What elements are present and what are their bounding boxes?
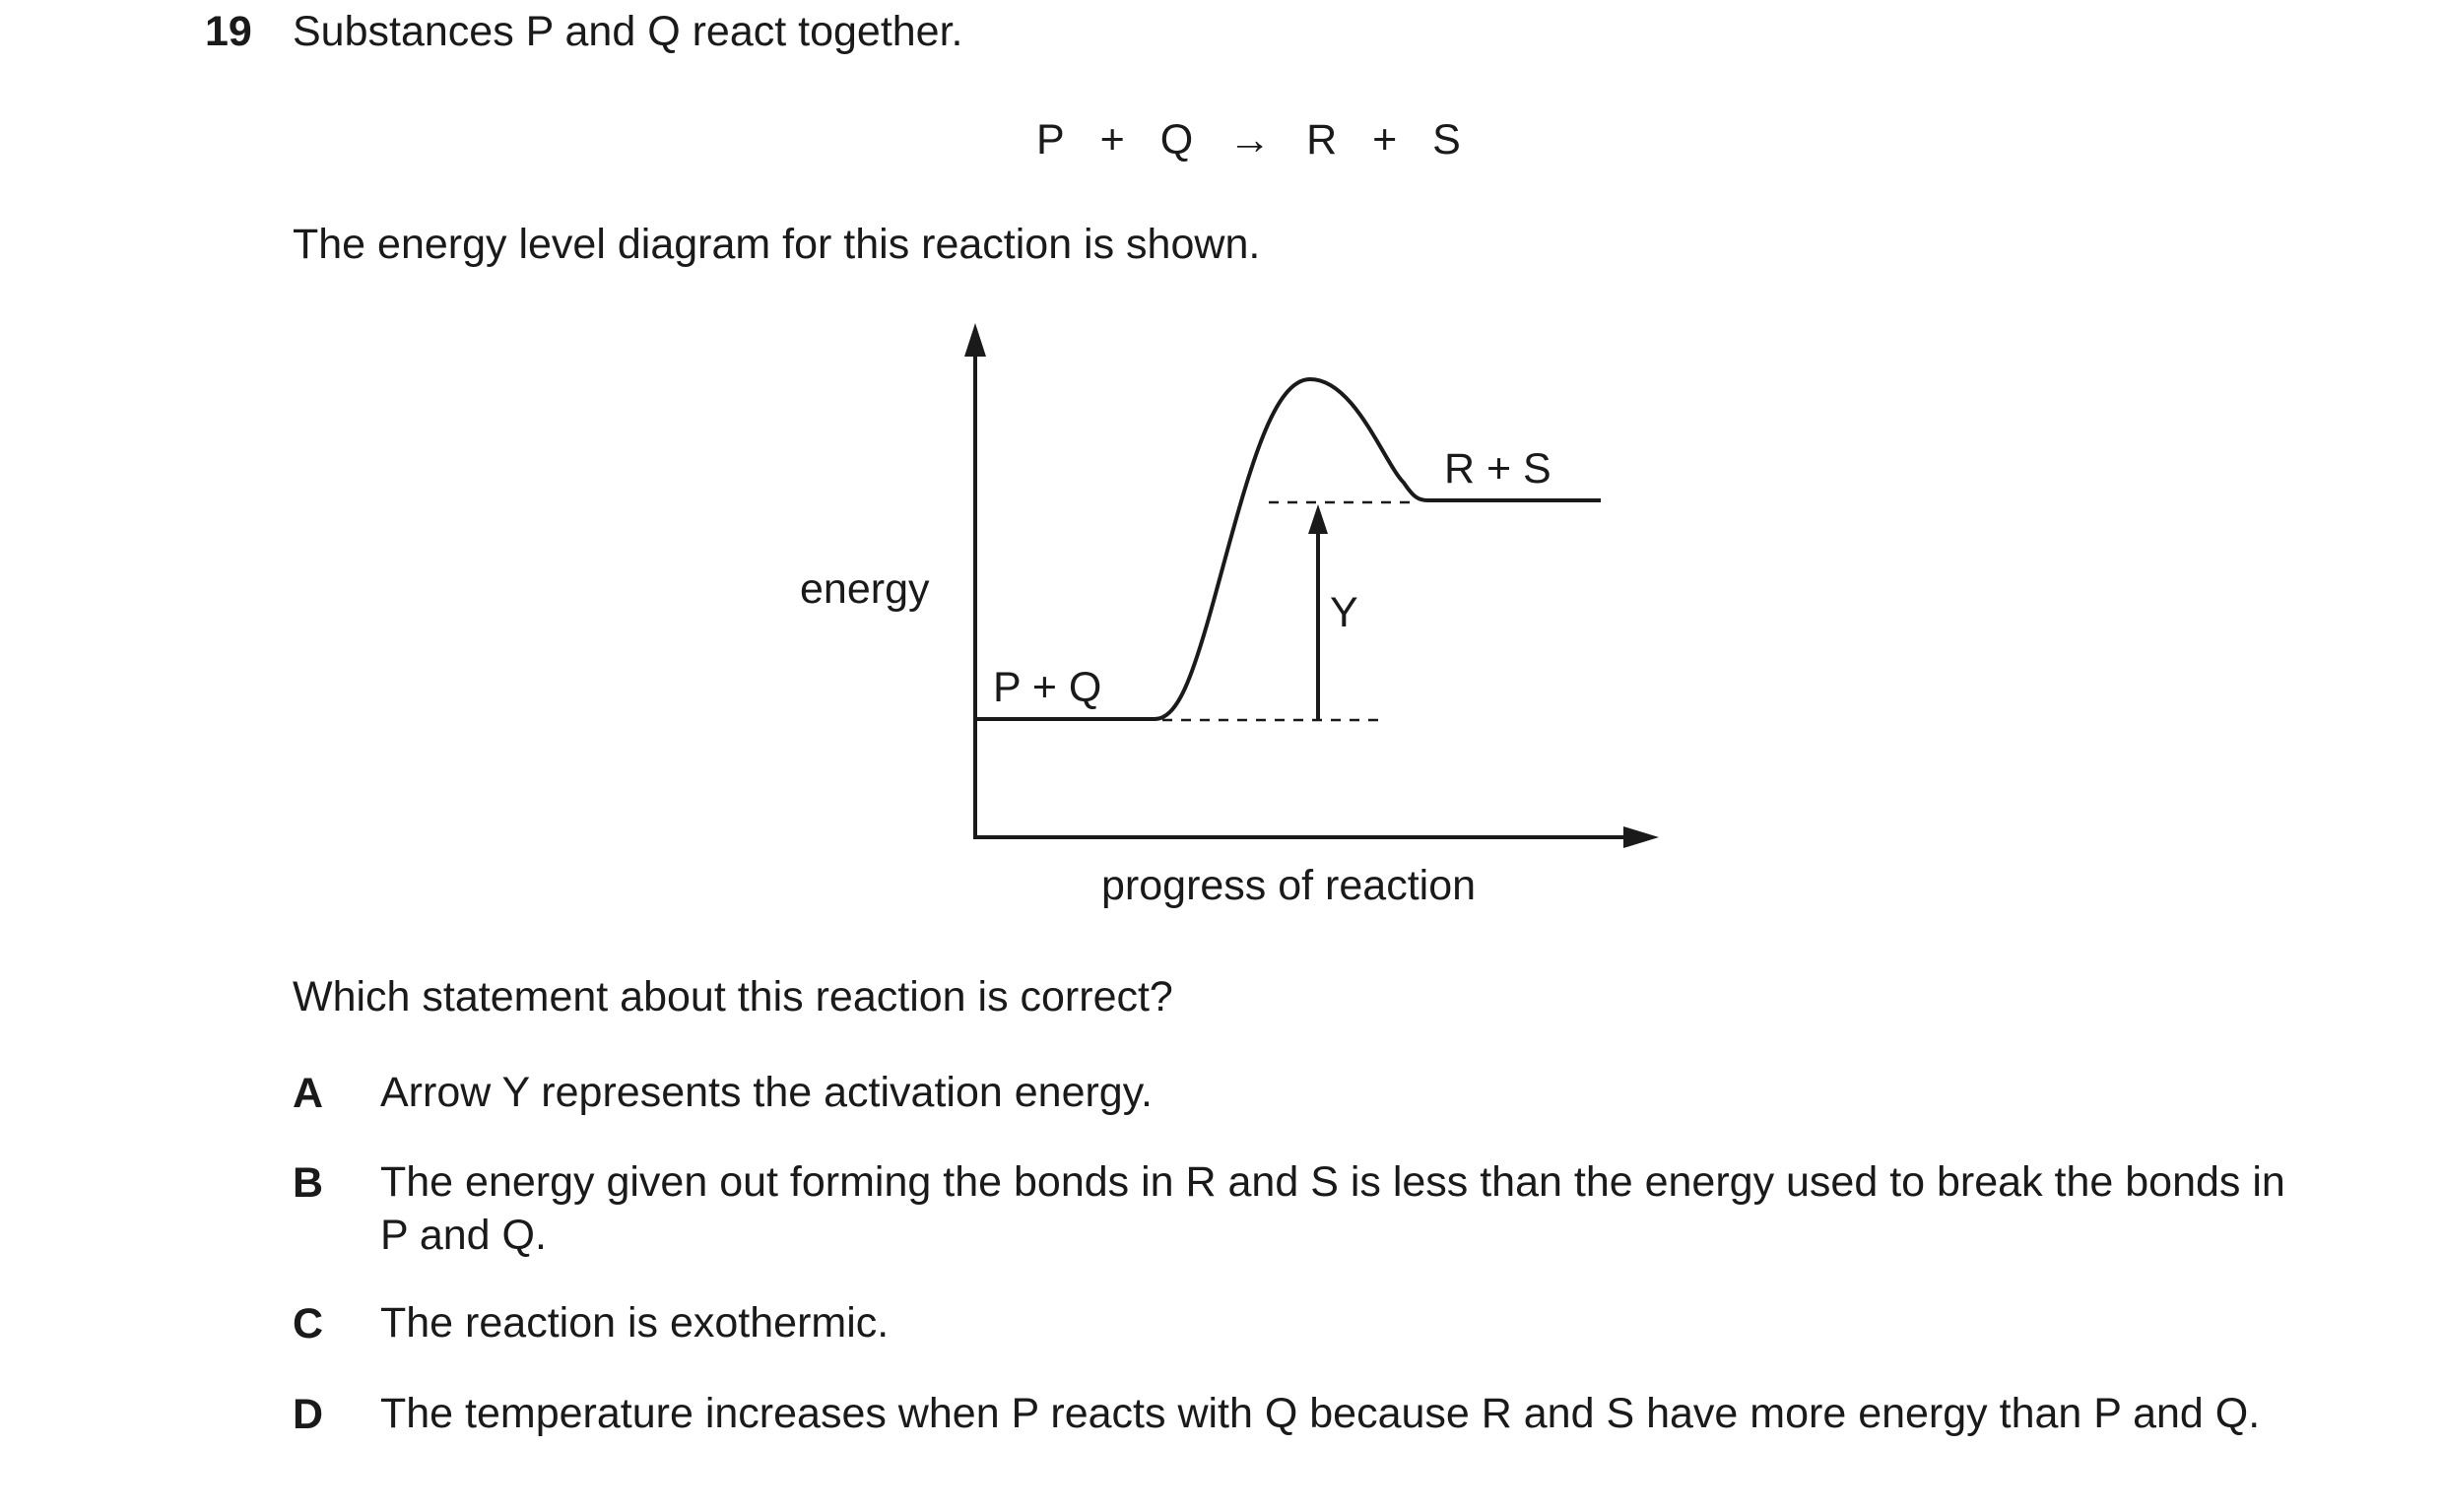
arrow-y-head bbox=[1308, 504, 1328, 534]
option-d-text[interactable]: The temperature increases when P reacts with Q because R and S have more energy than P and Q. bbox=[380, 1390, 2261, 1437]
option-b-letter[interactable]: B bbox=[293, 1159, 324, 1207]
equation-product-r: R bbox=[1306, 116, 1338, 164]
y-axis-label: energy bbox=[800, 565, 930, 613]
arrow-y-label: Y bbox=[1330, 589, 1358, 636]
option-a-text[interactable]: Arrow Y represents the activation energy. bbox=[380, 1069, 1153, 1116]
option-c-text[interactable]: The reaction is exothermic. bbox=[380, 1299, 890, 1347]
equation-product-s: S bbox=[1432, 116, 1461, 164]
question-prompt: Which statement about this reaction is correct? bbox=[293, 973, 1173, 1020]
equation-arrow: → bbox=[1228, 116, 1272, 164]
products-label: R + S bbox=[1444, 445, 1552, 493]
option-c-letter[interactable]: C bbox=[293, 1300, 324, 1348]
x-axis-arrowhead bbox=[1623, 826, 1659, 848]
diagram-intro: The energy level diagram for this reaction is shown. bbox=[293, 221, 1261, 268]
equation-plus-1: + bbox=[1099, 116, 1125, 164]
y-axis-arrowhead bbox=[964, 323, 986, 357]
x-axis-label: progress of reaction bbox=[1101, 862, 1477, 909]
equation-reactant-p: P bbox=[1036, 116, 1065, 164]
option-a-letter[interactable]: A bbox=[293, 1070, 324, 1117]
equation-plus-2: + bbox=[1372, 116, 1398, 164]
reactants-label: P + Q bbox=[993, 664, 1102, 711]
option-d-letter[interactable]: D bbox=[293, 1391, 324, 1438]
equation-reactant-q: Q bbox=[1159, 116, 1194, 164]
option-b-text[interactable]: The energy given out forming the bonds in R and S is less than the energy used to break the bonds in P and Q. bbox=[380, 1158, 2285, 1259]
question-number: 19 bbox=[205, 8, 252, 55]
question-intro: Substances P and Q react together. bbox=[293, 8, 963, 55]
